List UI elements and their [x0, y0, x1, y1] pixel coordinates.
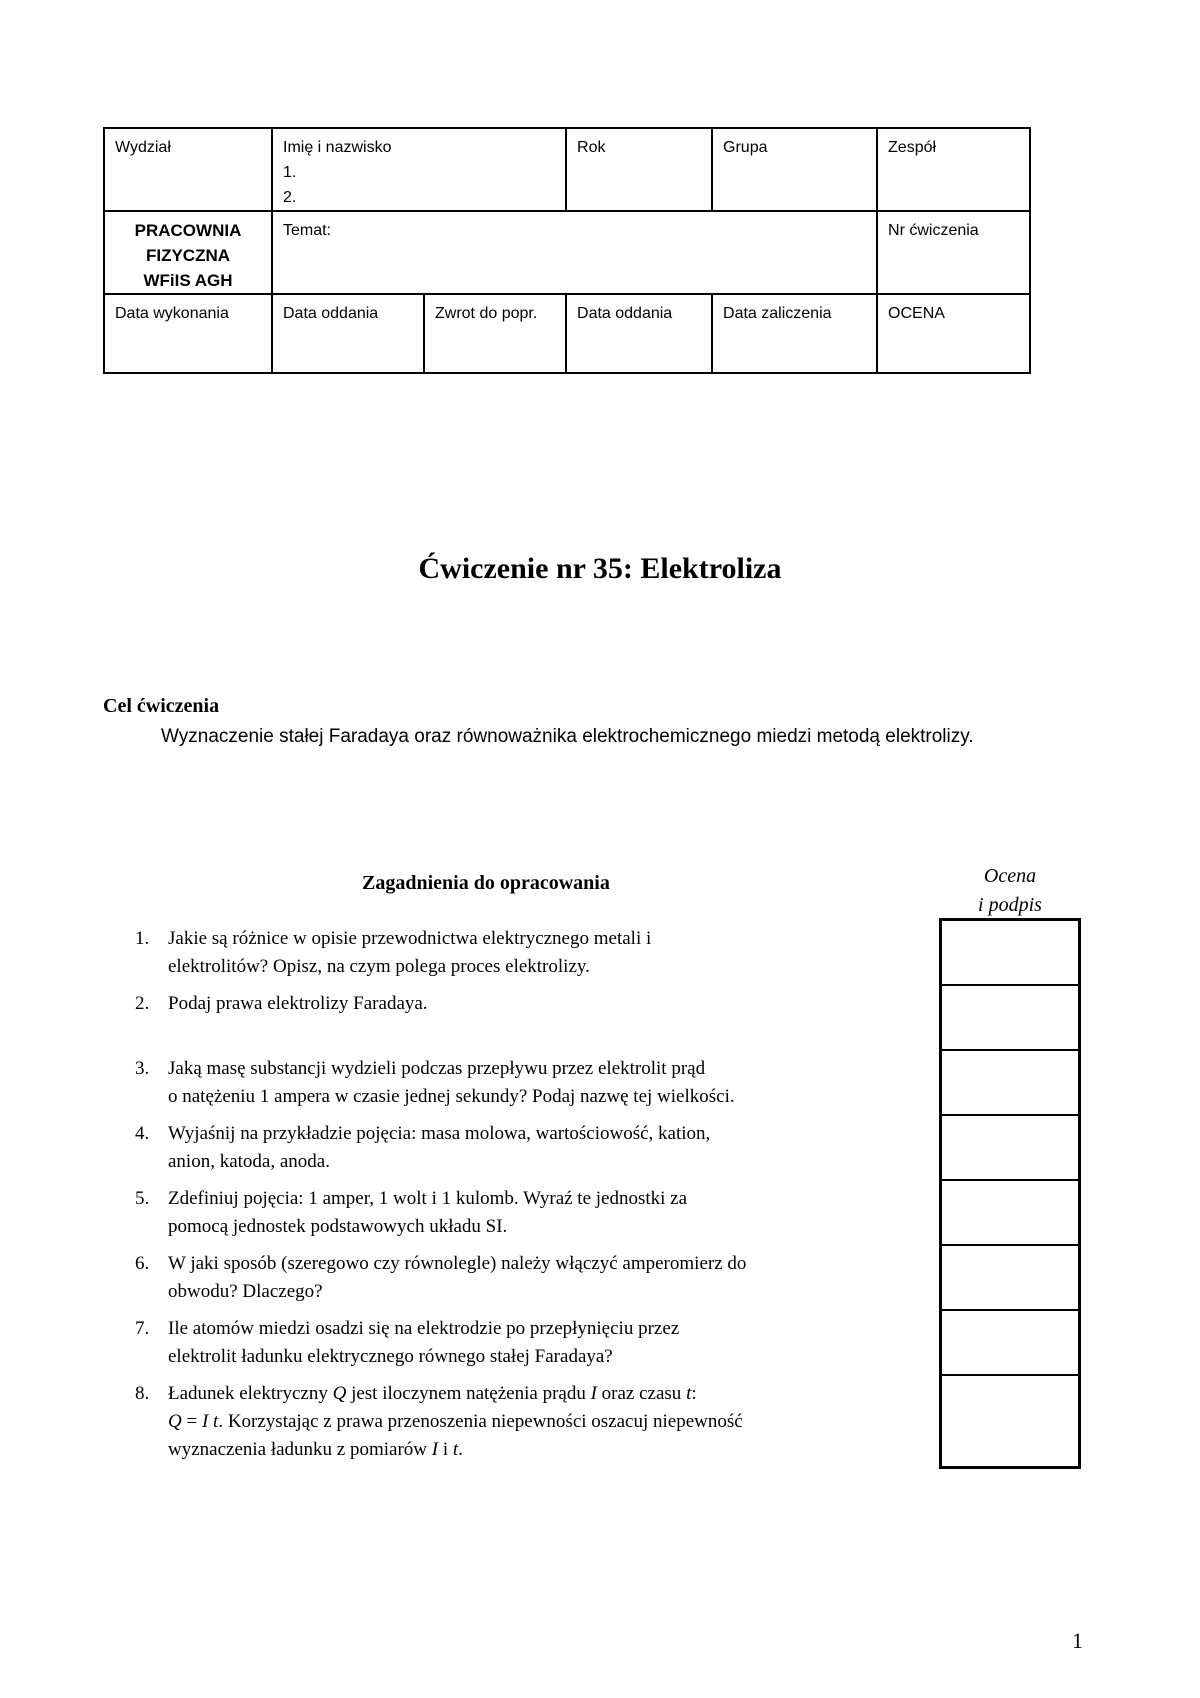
- grade-signature-heading: [940, 862, 1080, 920]
- group-label: Grupa: [723, 139, 768, 156]
- names-label: Imię i nazwisko: [283, 139, 392, 156]
- topic-text-line: elektrolit ładunku elektrycznego równego stałej Faradaya?: [168, 1346, 613, 1367]
- return-for-correction-label: Zwrot do popr.: [435, 305, 538, 322]
- faculty-label: Wydział: [115, 139, 171, 156]
- topic-item-6: [135, 1250, 925, 1315]
- topic-item-3: [135, 1055, 925, 1120]
- lab-name-cell: [104, 211, 272, 294]
- pass-date-cell[interactable]: [712, 294, 877, 373]
- topic-text-line: Podaj prawa elektrolizy Faradaya.: [168, 993, 428, 1014]
- header-row-1: [104, 128, 1030, 211]
- names-cell[interactable]: [272, 128, 566, 211]
- execution-date-label: Data wykonania: [115, 305, 229, 322]
- text-run: =: [181, 1411, 202, 1432]
- grade-box-divider: [942, 1374, 1078, 1376]
- topic-item-8: [135, 1380, 925, 1464]
- text-run: wyznaczenia ładunku z pomiarów: [168, 1439, 432, 1460]
- lab-name-line-1: PRACOWNIA: [134, 221, 242, 240]
- text-run: Ładunek elektryczny: [168, 1383, 333, 1404]
- text-run: :: [691, 1383, 697, 1404]
- exercise-title: Ćwiczenie nr 35: Elektroliza: [418, 552, 782, 585]
- text-run: i: [438, 1439, 453, 1460]
- topic-text-line: [168, 1380, 925, 1408]
- topic-item-1: [135, 925, 925, 990]
- return-for-correction-cell[interactable]: [424, 294, 566, 373]
- lab-name-line-3: WFiIS AGH: [143, 271, 233, 290]
- year-label: Rok: [577, 139, 606, 156]
- grade-heading-line-2: i podpis: [978, 894, 1042, 916]
- topic-text-line: Zdefiniuj pojęcia: 1 amper, 1 wolt i 1 kulomb. Wyraź te jednostki za: [168, 1188, 688, 1209]
- topic-text-line: pomocą jednostek podstawowych układu SI.: [168, 1216, 508, 1237]
- topic-text-line: W jaki sposób (szeregowo czy równolegle) należy włączyć amperomierz do: [168, 1253, 747, 1274]
- grade-box-divider: [942, 984, 1078, 986]
- topic-text-line: Jakie są różnice w opisie przewodnictwa elektrycznego metali i: [168, 928, 652, 949]
- grade-box-divider: [942, 1179, 1078, 1181]
- topic-number: 1.: [135, 928, 150, 949]
- topic-text-line: anion, katoda, anoda.: [168, 1151, 330, 1172]
- page-number: 1: [1072, 1628, 1083, 1653]
- topic-item-7: [135, 1315, 925, 1380]
- name-line-2: 2.: [283, 189, 297, 206]
- submission-date-cell-1[interactable]: [272, 294, 424, 373]
- text-run: .: [458, 1439, 463, 1460]
- submission-date-label-1: Data oddania: [283, 305, 379, 322]
- topic-number: 8.: [135, 1383, 150, 1404]
- grade-box-divider: [942, 1114, 1078, 1116]
- topic-number: 7.: [135, 1318, 150, 1339]
- header-row-2: [104, 211, 1030, 294]
- topics-heading: Zagadnienia do opracowania: [362, 872, 610, 894]
- topic-item-2: [135, 990, 925, 1055]
- topic-text-line: obwodu? Dlaczego?: [168, 1281, 323, 1302]
- symbol-time: t: [452, 1439, 459, 1460]
- topic-number: 3.: [135, 1058, 150, 1079]
- submission-date-label-2: Data oddania: [577, 305, 673, 322]
- topic-number: 6.: [135, 1253, 150, 1274]
- topic-text-line: Jaką masę substancji wydzieli podczas przepływu przez elektrolit prąd: [168, 1058, 706, 1079]
- group-cell[interactable]: [712, 128, 877, 211]
- topic-item-4: [135, 1120, 925, 1185]
- aim-heading: Cel ćwiczenia: [103, 695, 220, 717]
- text-run: . Korzystając z prawa przenoszenia niepewności oszacuj niepewność: [218, 1411, 743, 1432]
- grade-heading-line-1: Ocena: [983, 865, 1037, 887]
- lab-name-line-2: FIZYCZNA: [145, 246, 231, 265]
- topic-number: 2.: [135, 993, 150, 1014]
- text-run: oraz czasu: [596, 1383, 687, 1404]
- grade-box-divider: [942, 1244, 1078, 1246]
- grade-box-divider: [942, 1049, 1078, 1051]
- team-cell[interactable]: [877, 128, 1030, 211]
- topic-text-line: elektrolitów? Opisz, na czym polega proces elektrolizy.: [168, 956, 590, 977]
- grade-cell[interactable]: [877, 294, 1030, 373]
- name-line-1: 1.: [283, 164, 297, 181]
- exercise-number-cell[interactable]: [877, 211, 1030, 294]
- topic-text-line: [168, 1408, 925, 1436]
- topic-text-line: [168, 1436, 925, 1464]
- topic-label: Temat:: [283, 222, 332, 239]
- aim-text: Wyznaczenie stałej Faradaya oraz równoważnika elektrochemicznego miedzi metodą elektrolizy.: [161, 726, 974, 747]
- pass-date-label: Data zaliczenia: [723, 305, 832, 322]
- grade-box-divider: [942, 1309, 1078, 1311]
- topic-item-5: [135, 1185, 925, 1250]
- symbol-charge: Q: [168, 1411, 182, 1432]
- submission-date-cell-2[interactable]: [566, 294, 712, 373]
- grade-signature-boxes: [939, 918, 1081, 1469]
- symbol-charge: Q: [332, 1383, 347, 1404]
- year-cell[interactable]: [566, 128, 712, 211]
- topic-cell[interactable]: [272, 211, 877, 294]
- execution-date-cell[interactable]: [104, 294, 272, 373]
- header-table: [103, 127, 1031, 374]
- team-label: Zespół: [888, 139, 937, 156]
- symbol-time: t: [213, 1411, 219, 1432]
- symbol-current: I: [590, 1383, 597, 1404]
- topics-list: [135, 925, 925, 1464]
- topic-text-line: o natężeniu 1 ampera w czasie jednej sekundy? Podaj nazwę tej wielkości.: [168, 1086, 735, 1107]
- header-row-3: [104, 294, 1030, 373]
- symbol-current: I: [431, 1439, 439, 1460]
- grade-label: OCENA: [888, 305, 945, 322]
- text-run: jest iloczynem natężenia prądu: [346, 1383, 591, 1404]
- symbol-time: t: [686, 1383, 692, 1404]
- faculty-cell[interactable]: [104, 128, 272, 211]
- topic-number: 4.: [135, 1123, 150, 1144]
- exercise-number-label: Nr ćwiczenia: [888, 222, 979, 239]
- topic-number: 5.: [135, 1188, 150, 1209]
- topic-text-line: Wyjaśnij na przykładzie pojęcia: masa molowa, wartościowość, kation,: [168, 1123, 711, 1144]
- symbol-current: I: [201, 1411, 209, 1432]
- topic-text-line: Ile atomów miedzi osadzi się na elektrodzie po przepłynięciu przez: [168, 1318, 680, 1339]
